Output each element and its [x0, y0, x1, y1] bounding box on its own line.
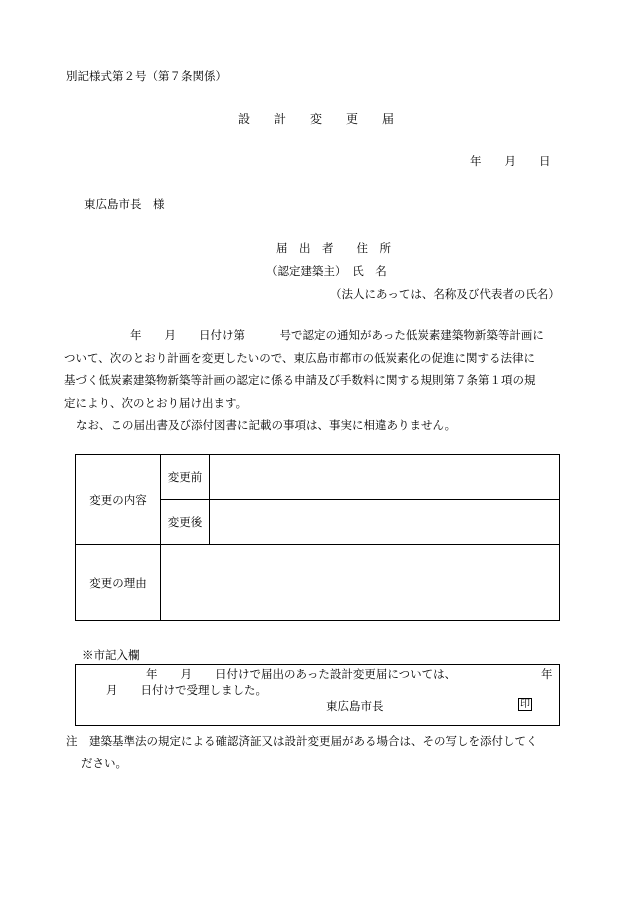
- applicant-corporate-note: （法人にあっては、名称及び代表者の氏名）: [330, 287, 560, 301]
- note-line-1: 注 建築基準法の規定による確認済証又は設計変更届がある場合は、その写しを添付してく: [66, 734, 538, 748]
- date-line: 年 月 日: [470, 154, 551, 168]
- city-use-line-2: 月 日付けで受理しました。: [106, 683, 267, 697]
- addressee: 東広島市長 様: [84, 197, 165, 211]
- applicant-name-label: （認定建築主） 氏 名: [266, 264, 387, 278]
- body-line-4: 定により、次のとおり届け出ます。: [64, 395, 248, 410]
- city-use-signatory: 東広島市長: [326, 699, 384, 713]
- body-declaration: なお、この届出書及び添付図書に記載の事項は、事実に相違ありません。: [76, 418, 457, 432]
- page-title: 設 計 変 更 届: [238, 112, 395, 126]
- reason-field[interactable]: [161, 545, 560, 621]
- seal-mark: 印: [520, 699, 530, 710]
- body-line-3: 基づく低炭素建築物新築等計画の認定に係る申請及び手数料に関する規則第７条第１項の規: [64, 373, 536, 387]
- change-form-table: [75, 454, 560, 621]
- note-line-2: ださい。: [81, 756, 127, 770]
- change-content-label: 変更の内容: [76, 455, 161, 545]
- body-line-1: 年 月 日付け第 号で認定の通知があった低炭素建築物新築等計画に: [130, 328, 544, 342]
- city-use-box: [75, 664, 560, 726]
- after-field[interactable]: [210, 500, 560, 545]
- before-label: 変更前: [161, 455, 210, 500]
- reason-label: 変更の理由: [76, 545, 161, 621]
- applicant-address-label: 届 出 者 住 所: [276, 241, 391, 255]
- before-field[interactable]: [210, 455, 560, 500]
- city-use-year: 年: [541, 667, 553, 681]
- body-line-2: ついて、次のとおり計画を変更したいので、東広島市都市の低炭素化の促進に関する法律に: [64, 350, 536, 365]
- body-paragraph: [64, 324, 574, 437]
- city-use-heading: ※市記入欄: [82, 648, 140, 662]
- after-label: 変更後: [161, 500, 210, 545]
- form-label: 別記様式第２号（第７条関係）: [66, 69, 227, 83]
- city-use-line-1: 年 月 日付けで届出のあった設計変更届については、: [146, 667, 457, 681]
